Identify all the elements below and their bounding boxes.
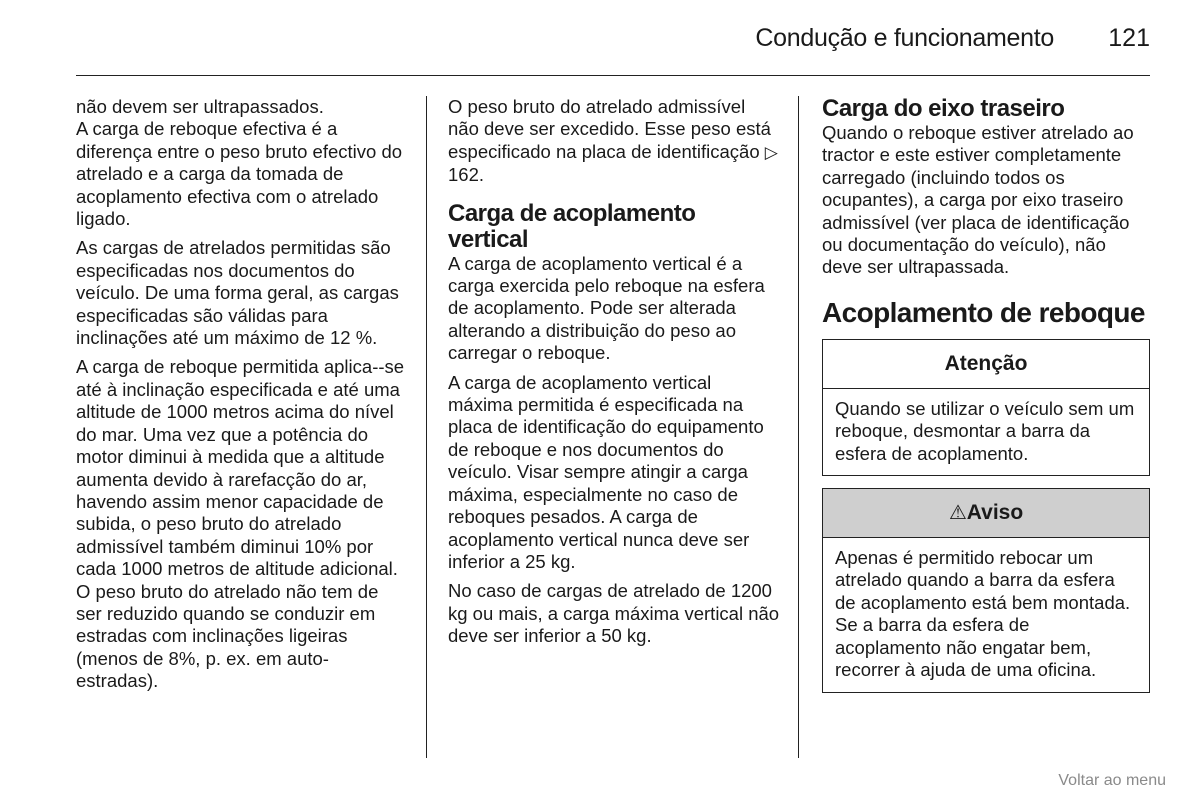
warning-triangle-icon: ⚠ [948,502,967,525]
paragraph: Quando o reboque estiver atrelado ao tractor e este estiver completamente carregado (incluindo todos os ocupantes), a carga por eixo traseiro admissível (ver placa de identificação ou documentação do veículo), não deve ser ultrapassada. [822,122,1134,278]
column-1 [76,96,408,700]
paragraph: As cargas de atrelados permitidas são especificadas nos documentos do veículo. De uma forma geral, as cargas especificadas são válidas para inclinações até um máximo de 12 %. [76,237,399,349]
triangle-right-icon: ▷ [764,142,778,162]
back-to-menu-link[interactable]: Voltar ao menu [1058,772,1166,789]
paragraph: não devem ser ultrapassados. [76,96,324,117]
paragraph: A carga de reboque permitida aplica--se até à inclinação especificada e até uma altitude de 1000 metros acima do nível do mar. Uma vez que a potência do motor diminui à medida que a altitude aumenta devido à rarefacção do ar, havendo assim menor capacidade de subida, o peso bruto do atrelado admissível também diminui 10% por cada 1000 metros de altitude adicional. O peso bruto do atrelado não tem de ser reduzido quando se conduzir em estradas com inclinações ligeiras (menos de 8%, p. ex. em auto-estradas). [76,356,405,692]
warning-text: Apenas é permitido rebocar um atrelado quando a barra da esfera de acoplamento está bem montada. Se a barra da esfera de acoplamento não engatar bem, recorrer à ajuda de uma oficina. [835,547,1131,681]
column-2 [448,96,780,655]
header-divider [76,75,1150,76]
notice-title: Atenção [823,340,1149,389]
subheading-vertical-load: Carga de acoplamento vertical [448,199,696,253]
column-divider-2 [798,96,799,758]
page-number: 121 [1108,24,1150,52]
column-divider-1 [426,96,427,758]
warning-title: Aviso [966,501,1024,525]
paragraph: A carga de acoplamento vertical é a carga exercida pelo reboque na esfera de acoplamento. Pode ser alterada alterando a distribuição do peso ao carregar o reboque. [448,252,765,364]
chapter-title: Condução e funcionamento [755,24,1054,52]
notice-text: Quando se utilizar o veículo sem um reboque, desmontar a barra da esfera de acoplamento. [835,397,1135,464]
warning-box [822,488,1150,692]
paragraph [448,96,780,187]
paragraph: No caso de cargas de atrelado de 1200 kg ou mais, a carga máxima vertical não deve ser inferior a 50 kg. [448,580,780,647]
column-3 [822,96,1150,705]
paragraph: A carga de acoplamento vertical máxima permitida é especificada na placa de identificação do equipamento de reboque e nos documentos do veículo. Visar sempre atingir a carga máxima, especialmente no caso de reboques pesados. A carga de acoplamento vertical nunca deve ser inferior a 25 kg. [448,371,764,572]
paragraph-text: O peso bruto do atrelado admissível não deve ser excedido. Esse peso está especificado na placa de identificação [448,96,771,162]
notice-box [822,339,1150,476]
section-heading-towing: Acoplamento de reboque [822,296,1145,328]
subheading-rear-axle-load: Carga do eixo traseiro [822,95,1065,122]
warning-header [823,489,1149,538]
paragraph: A carga de reboque efectiva é a diferença entre o peso bruto efectivo do atrelado e a carga da tomada de acoplamento efectiva com o atrelado ligado. [76,118,403,230]
page-reference-link[interactable]: 162. [448,164,485,186]
